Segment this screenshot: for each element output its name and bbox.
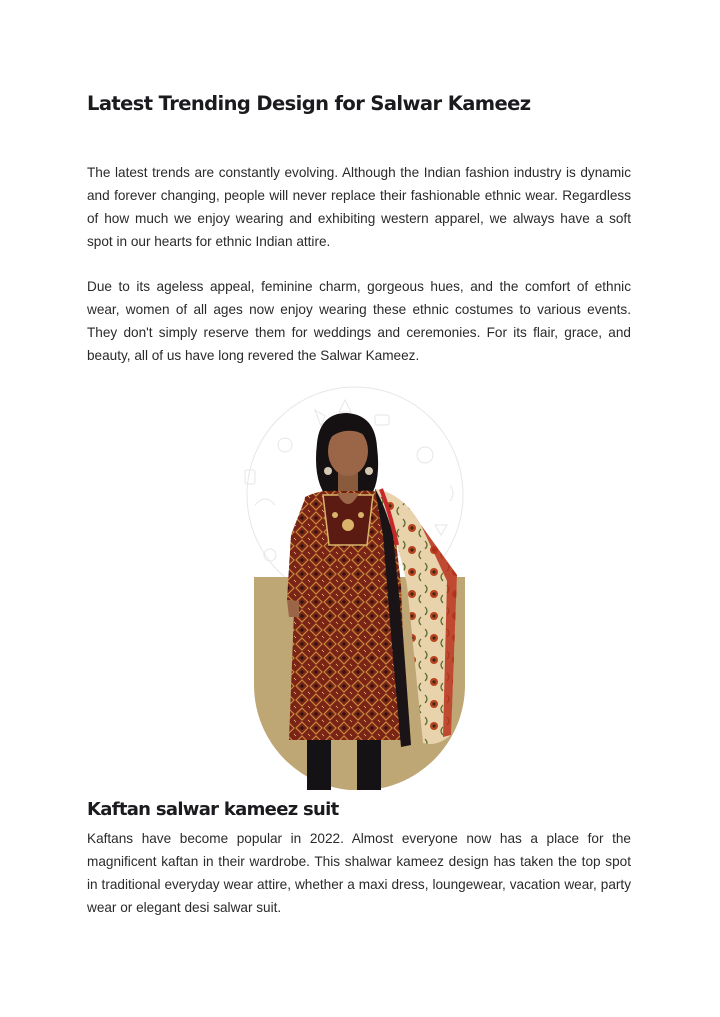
salwar-kameez-model-photo	[225, 385, 495, 790]
section-heading-kaftan: Kaftan salwar kameez suit	[87, 799, 339, 820]
page-title: Latest Trending Design for Salwar Kameez	[87, 92, 531, 115]
appeal-paragraph: Due to its ageless appeal, feminine charm, gorgeous hues, and the comfort of ethnic wear, women of all ages now enjoy wearing these ethnic costumes to various events. They don't simply reserve them for weddings and ceremonies. For its flair, grace, and beauty, all of us have long revered the Salwar Kameez.	[87, 279, 631, 364]
intro-paragraph: The latest trends are constantly evolving. Although the Indian fashion industry is dynamic and forever changing, people will never replace their fashionable ethnic wear. Regardless of how much we enjoy wearing and exhibiting western apparel, we always have a soft spot in our hearts for ethnic Indian attire.	[87, 165, 631, 250]
kaftan-paragraph: Kaftans have become popular in 2022. Almost everyone now has a place for the magnificent kaftan in their wardrobe. This shalwar kameez design has taken the top spot in traditional everyday wear attire, whether a maxi dress, loungewear, vacation wear, party wear or elegant desi salwar suit.	[87, 831, 631, 916]
model-illustration-icon	[225, 385, 495, 790]
